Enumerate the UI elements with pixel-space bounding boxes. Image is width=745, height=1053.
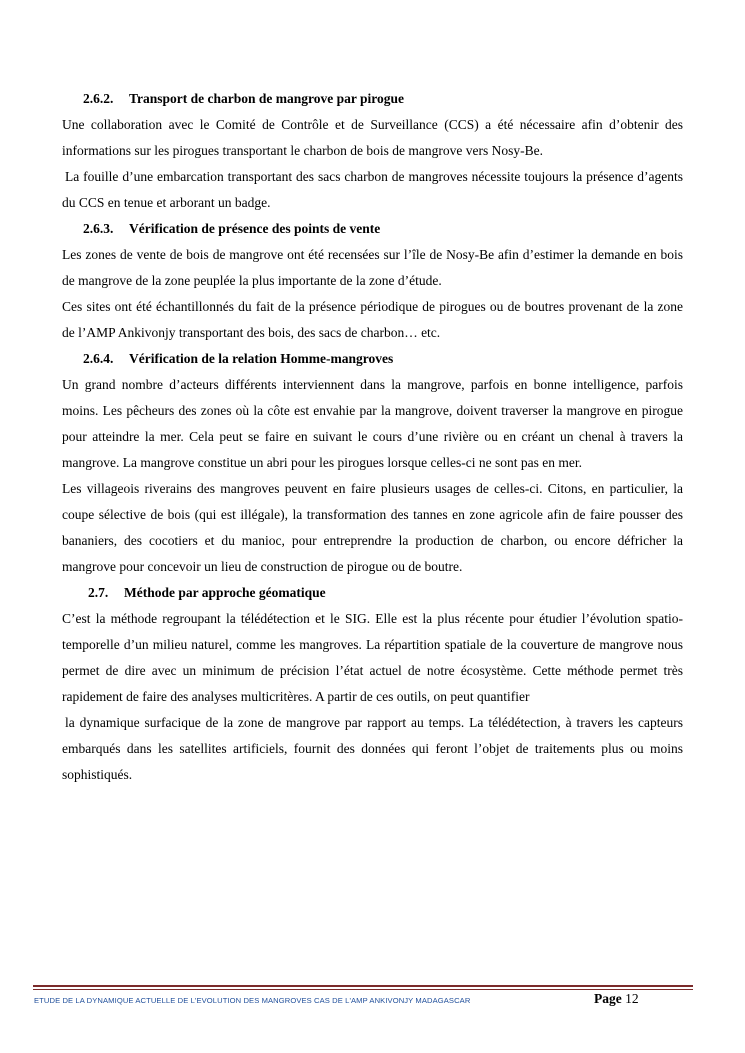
section-number: 2.6.4. (83, 351, 114, 366)
paragraph: Les villageois riverains des mangroves peuvent en faire plusieurs usages de celles-ci. Citons, en particulier, la coupe sélective de bois (qui est illégale), la transformation des tannes en zone agricole afin de faire pousser des bananiers, des cocotiers et du manioc, pour entreprendre la production de charbon, ou encore défricher la mangrove pour concevoir un lieu de construction de pirogue ou de boutre. (62, 481, 683, 574)
paragraph: Ces sites ont été échantillonnés du fait de la présence périodique de pirogues ou de boutres provenant de la zone de l’AMP Ankivonjy transportant des bois, des sacs de charbon… etc. (62, 299, 683, 340)
section-heading-2-7 (62, 580, 683, 606)
page-number (594, 991, 639, 1007)
footer-title: ETUDE DE LA DYNAMIQUE ACTUELLE DE L'EVOLUTION DES MANGROVES CAS DE L'AMP ANKIVONJY MADAGASCAR (34, 996, 471, 1005)
section-title: Vérification de présence des points de vente (129, 221, 381, 236)
section-title: Transport de charbon de mangrove par pirogue (129, 91, 405, 106)
section-title: Méthode par approche géomatique (124, 585, 326, 600)
page-label: Page (594, 991, 622, 1006)
footer-rule-thin (33, 989, 693, 990)
section-title: Vérification de la relation Homme-mangroves (129, 351, 394, 366)
paragraph: C’est la méthode regroupant la télédétection et le SIG. Elle est la plus récente pour étudier l’évolution spatio-temporelle d’un milieu naturel, comme les mangroves. La répartition spatiale de la couverture de mangrove nous permet de dire avec un minimum de précision l’état actuel de notre écosystème. Cette méthode permet très rapidement de faire des analyses multicritères. A partir de ces outils, on peut quantifier (62, 611, 683, 704)
paragraph: Les zones de vente de bois de mangrove ont été recensées sur l’île de Nosy-Be afin d’estimer la demande en bois de mangrove de la zone peuplée la plus importante de la zone d’étude. (62, 247, 683, 288)
paragraph: la dynamique surfacique de la zone de mangrove par rapport au temps. La télédétection, à travers les capteurs embarqués dans les satellites artificiels, fournit des données qui feront l’objet de traitements plus ou moins sophistiqués. (62, 715, 683, 782)
paragraph: Une collaboration avec le Comité de Contrôle et de Surveillance (CCS) a été nécessaire afin d’obtenir des informations sur les pirogues transportant le charbon de bois de mangrove vers Nosy-Be. (62, 117, 683, 158)
paragraph: Un grand nombre d’acteurs différents interviennent dans la mangrove, parfois en bonne intelligence, parfois moins. Les pêcheurs des zones où la côte est envahie par la mangrove, doivent traverser la mangrove en pirogue pour atteindre la mer. Cela peut se faire en suivant le cours d’une rivière ou en créant un chenal à travers la mangrove. La mangrove constitue un abri pour les pirogues lorsque celles-ci ne sont pas en mer. (62, 377, 683, 470)
section-heading-2-6-2 (62, 86, 683, 112)
page-body (62, 86, 683, 788)
section-heading-2-6-4 (62, 346, 683, 372)
paragraph: La fouille d’une embarcation transportant des sacs charbon de mangroves nécessite toujours la présence d’agents du CCS en tenue et arborant un badge. (62, 169, 683, 210)
section-number: 2.6.2. (83, 91, 114, 106)
section-number: 2.7. (88, 585, 109, 600)
footer-rule (33, 985, 693, 987)
section-number: 2.6.3. (83, 221, 114, 236)
page-number-value: 12 (625, 991, 639, 1006)
section-heading-2-6-3 (62, 216, 683, 242)
